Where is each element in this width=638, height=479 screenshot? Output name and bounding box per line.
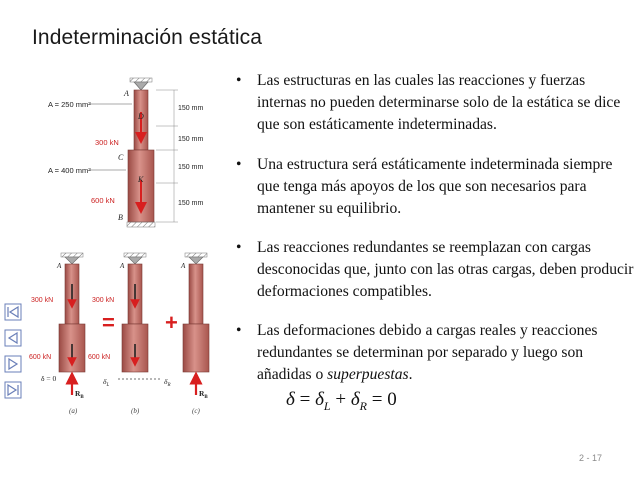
support-triangle xyxy=(189,257,203,264)
bullet-text: Las reacciones redundantes se reemplazan con cargas desconocidas que, junto con las otras cargas, deben producir deformaciones compatibles. xyxy=(257,239,634,300)
bullet-dot: • xyxy=(236,239,242,256)
segment-length-label: 150 mm xyxy=(178,136,204,143)
page-number: 2 - 17 xyxy=(579,453,603,463)
segment-length-label: 150 mm xyxy=(178,105,204,112)
bullet-item xyxy=(236,320,634,386)
bullet-item xyxy=(236,237,634,303)
next-page-icon[interactable] xyxy=(4,355,22,373)
delta-zero-label: δ = 0 xyxy=(41,374,57,383)
superpuestas-emphasis: superpuestas xyxy=(327,366,409,383)
load-300-label: 300 kN xyxy=(31,297,54,304)
superposition-figure-a xyxy=(29,253,85,415)
area-top-label: A = 250 mm² xyxy=(48,100,91,109)
reaction-rb-label: $R_B$ xyxy=(75,389,84,400)
point-a-label: A xyxy=(181,262,186,270)
superposition-figure-b xyxy=(88,253,160,415)
point-b-label: B xyxy=(118,213,123,222)
load-300-label: 300 kN xyxy=(95,138,119,147)
segment-length-label: 150 mm xyxy=(178,164,204,171)
top-bar-diagram xyxy=(48,78,203,227)
bar-lower-segment xyxy=(183,324,209,372)
fixed-support-bottom xyxy=(127,222,155,227)
bar-diagram-figure xyxy=(28,70,228,420)
point-d-label: D xyxy=(138,112,144,121)
fixed-support-top xyxy=(130,78,152,82)
caption-a: (a) xyxy=(69,407,78,415)
bullet-item xyxy=(236,154,634,220)
equals-operator: = xyxy=(102,310,115,335)
bullet-dot: • xyxy=(236,322,242,339)
area-bottom-label: A = 400 mm² xyxy=(48,166,91,175)
last-page-icon[interactable] xyxy=(4,381,22,399)
load-600-label: 600 kN xyxy=(88,354,111,361)
bullet-dot: • xyxy=(236,156,242,173)
segment-length-label: 150 mm xyxy=(178,200,204,207)
support-triangle xyxy=(134,82,148,90)
point-a-label: A xyxy=(57,262,62,270)
bullet-text: Las deformaciones debido a cargas reales y reacciones redundantes se determinan por separado y luego son añadidas o superpuestas. xyxy=(257,322,598,383)
reaction-rb-label: $R_B$ xyxy=(199,389,208,400)
load-600-label: 600 kN xyxy=(91,196,115,205)
caption-b: (b) xyxy=(131,407,140,415)
point-c-label: C xyxy=(118,153,124,162)
previous-page-icon[interactable] xyxy=(4,329,22,347)
support-triangle xyxy=(128,257,142,264)
first-page-icon[interactable] xyxy=(4,303,22,321)
plus-operator: + xyxy=(165,310,178,335)
caption-c: (c) xyxy=(192,407,200,415)
bullet-dot: • xyxy=(236,72,242,89)
point-a-label: A xyxy=(124,89,129,98)
delta-l-label: $\delta_L$ xyxy=(103,377,110,388)
bullet-item xyxy=(236,70,634,136)
load-300-label: 300 kN xyxy=(92,297,115,304)
bullet-text: Las estructuras en las cuales las reacciones y fuerzas internas no pueden determinarse solo de la estática se dice que son estáticamente indeterminadas. xyxy=(257,72,621,133)
superposition-formula: $\delta = \delta_L + \delta_R = 0$ xyxy=(286,389,397,413)
slide-title: Indeterminación estática xyxy=(32,26,263,49)
delta-r-label: $\delta_R$ xyxy=(164,377,171,388)
point-a-label: A xyxy=(120,262,125,270)
point-k-label: K xyxy=(138,175,144,184)
load-600-label: 600 kN xyxy=(29,354,52,361)
bar-upper-segment xyxy=(189,264,203,324)
bullet-text: Una estructura será estáticamente indeterminada siempre que tenga más apoyos de los que son necesarios para mantener su equilibrio. xyxy=(257,156,613,217)
support-triangle xyxy=(65,257,79,264)
